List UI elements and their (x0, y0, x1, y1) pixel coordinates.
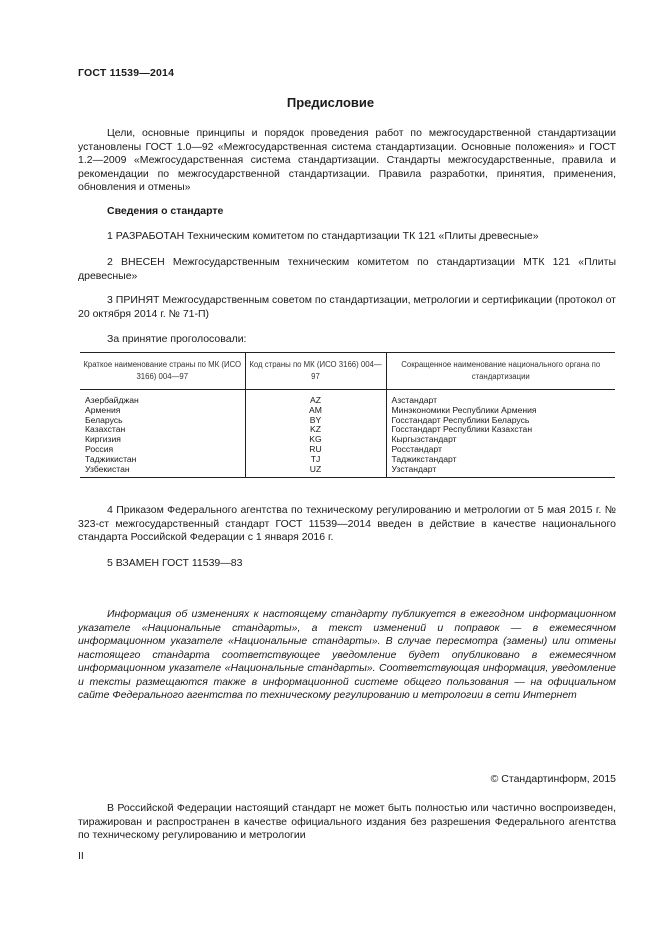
code-cell: KZ (245, 425, 386, 435)
copyright: © Стандартинформ, 2015 (490, 773, 616, 785)
table-row (80, 416, 615, 426)
item-2-introduced: 2 ВНЕСЕН Межгосударственным техническим комитетом по стандартизации МТК 121 «Плиты древесные» (78, 256, 616, 282)
intro-paragraph: Цели, основные принципы и порядок проведения работ по межгосударственной стандартизации установлены ГОСТ 1.0—92 «Межгосударственная система стандартизации. Основные положения» и ГОСТ 1.2—2009 «Межгосударственная система стандартизации. Стандарты межгосударственные, правила и рекомендации по межгосударственной стандартизации. Правила разработки, принятия, применения, обновления и отмены» (78, 127, 616, 193)
code-cell: AZ (245, 390, 386, 406)
voting-table (80, 352, 615, 478)
item-5-replaces: 5 ВЗАМЕН ГОСТ 11539—83 (107, 557, 243, 569)
info-heading: Сведения о стандарте (107, 205, 224, 217)
body-cell: Минэкономики Республики Армения (386, 406, 615, 416)
body-cell: Росстандарт (386, 445, 615, 455)
code-cell: TJ (245, 455, 386, 465)
body-cell: Госстандарт Республики Казахстан (386, 425, 615, 435)
item-1-developed: 1 РАЗРАБОТАН Техническим комитетом по стандартизации ТК 121 «Плиты древесные» (107, 230, 539, 242)
country-cell: Беларусь (85, 414, 123, 425)
table-row (80, 435, 615, 445)
country-cell: Азербайджан (85, 395, 139, 405)
voting-table-header (80, 353, 615, 390)
item-4-order: 4 Приказом Федерального агентства по техническому регулированию и метрологии от 5 мая 2015 г. № 323-ст межгосударственный стандарт ГОСТ 11539—2014 введен в действие в качестве национального стандарта Российской Федерации с 1 января 2016 г. (78, 504, 616, 543)
country-cell: Киргизия (85, 434, 121, 445)
table-row (80, 425, 615, 435)
rights-notice: В Российской Федерации настоящий стандарт не может быть полностью или частично воспроизведен, тиражирован и распространен в качестве официального издания без разрешения Федерального агентства по техническому регулированию и метрологии (78, 802, 616, 841)
country-cell: Казахстан (85, 424, 126, 435)
code-cell: KG (245, 435, 386, 445)
header-code: Код страны по МК (ИСО 3166) 004—97 (245, 353, 386, 390)
body-cell: Узстандарт (386, 465, 615, 478)
table-row (80, 465, 615, 478)
code-cell: BY (245, 416, 386, 426)
code-cell: RU (245, 445, 386, 455)
body-cell: Кыргызстандарт (386, 435, 615, 445)
body-cell: Азстандарт (386, 390, 615, 406)
body-cell: Таджикстандарт (386, 455, 615, 465)
body-cell: Госстандарт Республики Беларусь (386, 416, 615, 426)
code-cell: AM (245, 406, 386, 416)
country-cell: Россия (85, 443, 114, 454)
header-body: Сокращенное наименование национального органа по стандартизации (386, 353, 615, 390)
country-cell: Узбекистан (80, 465, 245, 478)
header-country: Краткое наименование страны по МК (ИСО 3166) 004—97 (80, 353, 245, 390)
table-row (80, 445, 615, 455)
table-row (80, 406, 615, 416)
country-cell: Армения (85, 404, 121, 415)
vote-label: За принятие проголосовали: (107, 333, 247, 345)
changes-notice: Информация об изменениях к настоящему стандарту публикуется в ежегодном информационном указателе «Национальные стандарты», а текст изменений и поправок — в ежемесячном информационном указателе «Национальные стандарты». В случае пересмотра (замены) или отмены настоящего стандарта соответствующее уведомление будет опубликовано в ежемесячном информационном указателе «Национальные стандарты». Соответствующая информация, уведомление и тексты размещаются также в информационной системе общего пользования — на официальном сайте Федерального агентства по техническому регулированию и метрологии в сети Интернет (78, 608, 616, 701)
item-3-adopted: 3 ПРИНЯТ Межгосударственным советом по стандартизации, метрологии и сертификации (протокол от 20 октября 2014 г. № 71-П) (78, 294, 616, 320)
page-title: Предисловие (286, 95, 375, 110)
table-row (80, 455, 615, 465)
code-cell: UZ (245, 465, 386, 478)
country-cell: Таджикистан (85, 453, 137, 464)
table-row (80, 390, 615, 406)
page-number: II (78, 850, 84, 862)
document-header-code: ГОСТ 11539—2014 (78, 67, 175, 79)
